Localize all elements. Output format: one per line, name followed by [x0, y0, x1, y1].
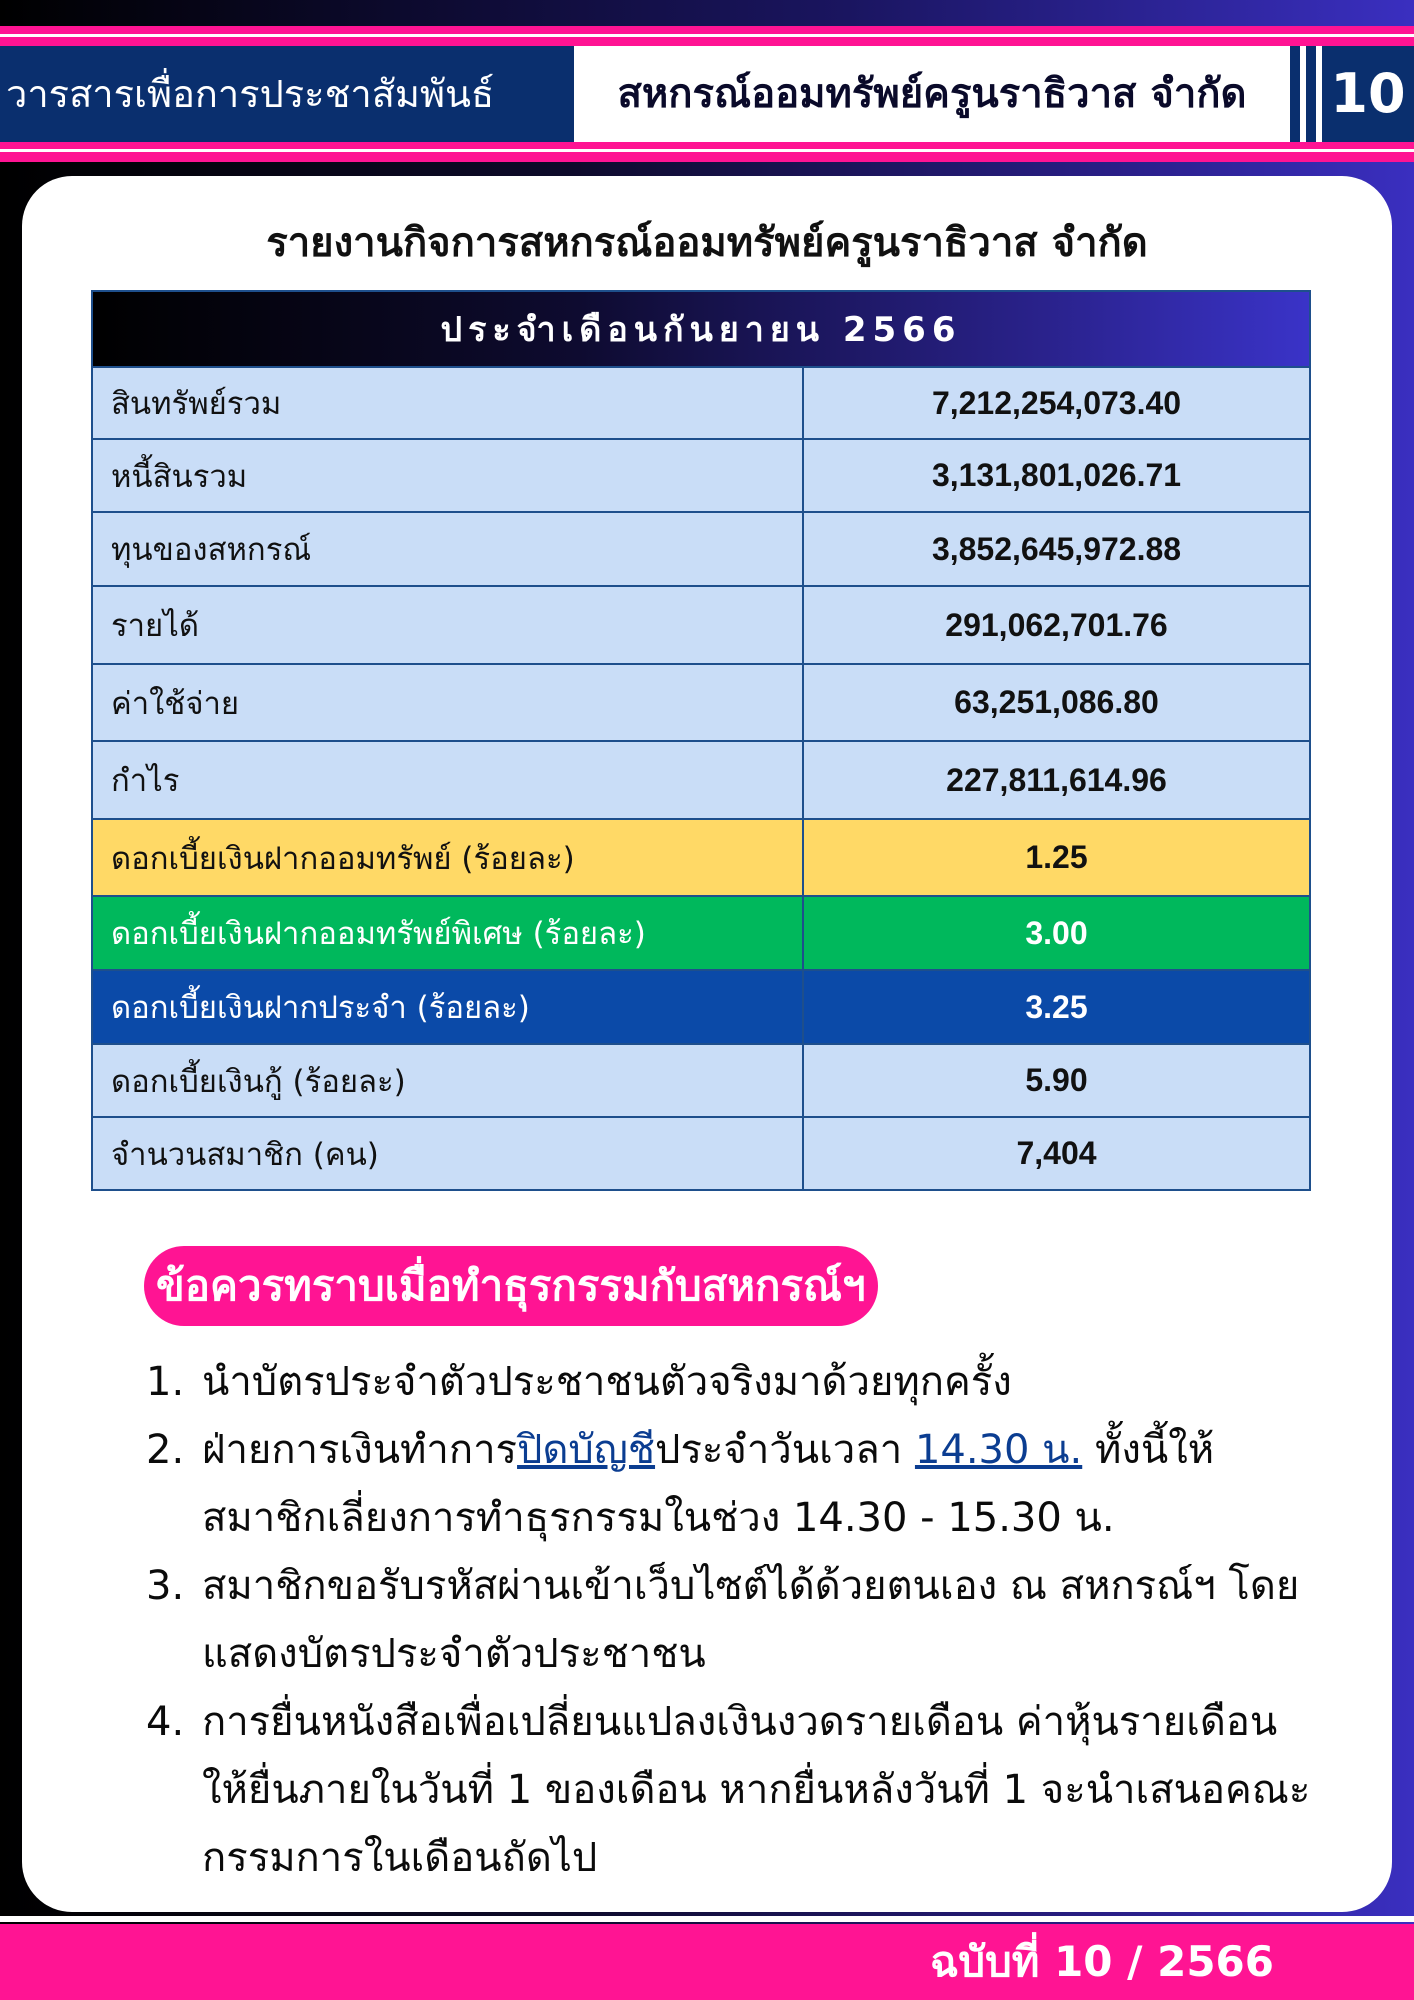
footer-rule: [0, 1916, 1414, 1922]
table-row: [92, 512, 1310, 586]
list-item: [146, 1416, 1326, 1552]
report-period-header: ประจำเดือนกันยายน 2566: [92, 291, 1310, 367]
row-value: 291,062,701.76: [803, 586, 1310, 664]
row-value: 3,852,645,972.88: [803, 512, 1310, 586]
issue-number: ฉบับที่ 10 / 2566: [929, 1937, 1274, 1986]
row-label: ดอกเบี้ยเงินฝากออมทรัพย์ (ร้อยละ): [92, 819, 803, 896]
row-value: 3.25: [803, 970, 1310, 1044]
table-row: [92, 586, 1310, 664]
row-value: 63,251,086.80: [803, 664, 1310, 741]
list-item: [146, 1348, 1326, 1416]
item-text: ฝ่ายการเงินทำการ: [202, 1427, 518, 1473]
row-label: ค่าใช้จ่าย: [92, 664, 803, 741]
table-row: [92, 741, 1310, 819]
financial-report-table: [91, 290, 1311, 1191]
row-value: 3,131,801,026.71: [803, 439, 1310, 512]
table-row: [92, 439, 1310, 512]
header-divider: [1306, 46, 1316, 142]
row-label: ดอกเบี้ยเงินฝากประจำ (ร้อยละ): [92, 970, 803, 1044]
row-value: 7,404: [803, 1117, 1310, 1190]
table-row-special-savings-rate: [92, 896, 1310, 970]
item-number: 2.: [146, 1427, 185, 1473]
row-label: รายได้: [92, 586, 803, 664]
list-item: [146, 1552, 1326, 1688]
item-number: 3.: [146, 1563, 185, 1609]
row-value: 3.00: [803, 896, 1310, 970]
row-label: สินทรัพย์รวม: [92, 367, 803, 439]
header-pink-rule: [0, 142, 1414, 162]
row-value: 227,811,614.96: [803, 741, 1310, 819]
row-label: กำไร: [92, 741, 803, 819]
item-text: สมาชิกขอรับรหัสผ่านเข้าเว็บไซต์ได้ด้วยตนเอง ณ สหกรณ์ฯ โดยแสดงบัตรประจำตัวประชาชน: [202, 1563, 1300, 1677]
table-row: [92, 367, 1310, 439]
item-number: 4.: [146, 1699, 185, 1745]
item-text: การยื่นหนังสือเพื่อเปลี่ยนแปลงเงินงวดรายเดือน ค่าหุ้นรายเดือน ให้ยื่นภายในวันที่ 1 ของเดือน หากยื่นหลังวันที่ 1 จะนำเสนอคณะกรรมการในเดือนถัดไป: [202, 1699, 1311, 1881]
top-pink-rule: [0, 26, 1414, 46]
top-gradient-strip: [0, 0, 1414, 26]
notice-heading: ข้อควรทราบเมื่อทำธุรกรรมกับสหกรณ์ฯ: [144, 1246, 878, 1326]
closing-time-link[interactable]: 14.30 น.: [914, 1427, 1083, 1473]
row-label: ดอกเบี้ยเงินกู้ (ร้อยละ): [92, 1044, 803, 1117]
row-value: 7,212,254,073.40: [803, 367, 1310, 439]
row-label: ดอกเบี้ยเงินฝากออมทรัพย์พิเศษ (ร้อยละ): [92, 896, 803, 970]
row-label: หนี้สินรวม: [92, 439, 803, 512]
report-title: รายงานกิจการสหกรณ์ออมทรัพย์ครูนราธิวาส จำกัด: [266, 220, 1148, 266]
table-row: [92, 1044, 1310, 1117]
row-value: 5.90: [803, 1044, 1310, 1117]
table-row-savings-rate: [92, 819, 1310, 896]
header-divider: [1290, 46, 1300, 142]
item-number: 1.: [146, 1359, 185, 1405]
table-row-fixed-deposit-rate: [92, 970, 1310, 1044]
page-number: 10: [1330, 62, 1406, 125]
item-text: ประจำวันเวลา: [655, 1427, 915, 1473]
item-text: นำบัตรประจำตัวประชาชนตัวจริงมาด้วยทุกครั้ง: [202, 1359, 1012, 1405]
table-row: [92, 1117, 1310, 1190]
row-value: 1.25: [803, 819, 1310, 896]
list-item: [146, 1688, 1326, 1892]
item-text: ทั้งนี้ให้สมาชิกเลี่ยงการทำธุรกรรมในช่วง 14.30 - 15.30 น.: [202, 1427, 1215, 1541]
coop-name: สหกรณ์ออมทรัพย์ครูนราธิวาส จำกัด: [574, 46, 1290, 142]
close-account-link[interactable]: ปิดบัญชี: [517, 1427, 656, 1473]
table-row: [92, 664, 1310, 741]
journal-title: วารสารเพื่อการประชาสัมพันธ์: [6, 72, 495, 116]
row-label: จำนวนสมาชิก (คน): [92, 1117, 803, 1190]
notice-list: [146, 1348, 1326, 1892]
row-label: ทุนของสหกรณ์: [92, 512, 803, 586]
